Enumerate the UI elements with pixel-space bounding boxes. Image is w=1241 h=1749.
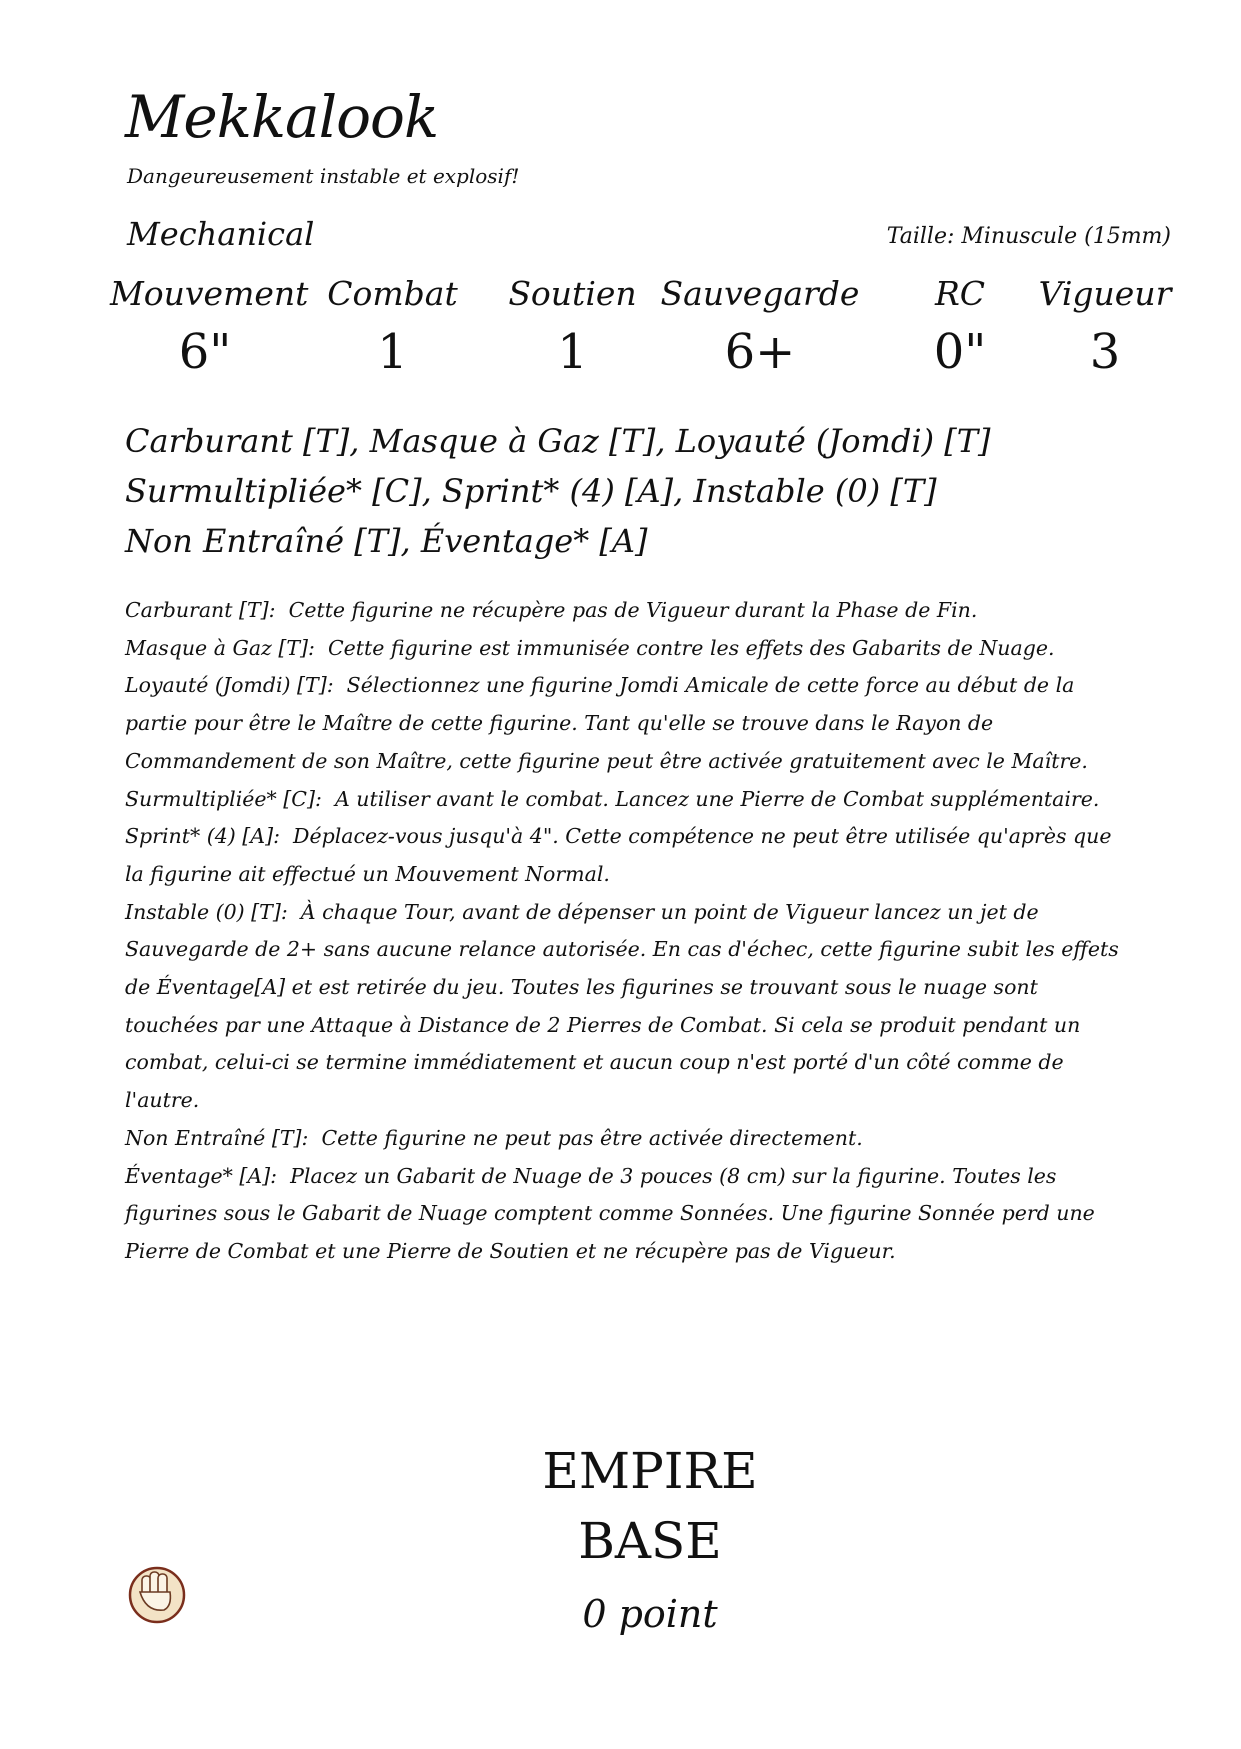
rule-text: Placez un Gabarit de Nuage de 3 pouces (8 cm) sur la figurine. Toutes les figurines sous le Gabarit de Nuage comptent comme Sonnées. Une figurine Sonnée perd une Pierre de Combat et une Pierre de Soutien et ne récupère pas de Vigueur. [125,1163,1095,1263]
rules-text [125,592,1135,1271]
rule-name: Loyauté (Jomdi) [T]: [125,673,334,698]
rule-name: Non Entraîné [T]: [125,1125,309,1150]
rule-entry [125,781,1135,819]
rule-text: Cette figurine est immunisée contre les effets des Gabarits de Nuage. [327,635,1055,660]
card-name: Mekkalook [125,83,439,151]
stat-value: 0" [933,324,987,380]
rule-name: Masque à Gaz [T]: [125,635,315,660]
stat-label: Vigueur [1038,274,1172,313]
stat-combat [305,274,480,380]
stat-label: Combat [327,274,458,313]
fist-token-icon [126,1562,188,1624]
ability-line: Carburant [T], Masque à Gaz [T], Loyauté (Jomdi) [T] [125,422,991,460]
rule-text: A utiliser avant le combat. Lancez une Pierre de Combat supplémentaire. [334,786,1100,811]
rule-text: Sélectionnez une figurine Jomdi Amicale de cette force au début de la partie pour être le Maître de cette figurine. Tant qu'elle se trouve dans le Rayon de Commandement de son Maître, cette figurine peut être activée gratuitement avec le Maître. [125,673,1088,773]
stat-vigueur [1020,274,1190,380]
stat-value: 1 [377,324,408,380]
rule-text: À chaque Tour, avant de dépenser un point de Vigueur lancez un jet de Sauvegarde de 2+ sans aucune relance autorisée. En cas d'échec, cette figurine subit les effets de Éventage[A] et est retirée du jeu. Toutes les figurines se trouvant sous le nuage sont touchées par une Attaque à Distance de 2 Pierres de Combat. Si cela se produit pendant un combat, celui-ci se termine immédiatement et aucun coup n'est porté d'un côté comme de l'autre. [125,899,1119,1113]
stat-value: 3 [1089,324,1121,380]
rule-name: Éventage* [A]: [125,1163,278,1188]
rule-name: Instable (0) [T]: [125,899,288,924]
rule-name: Carburant [T]: [125,598,276,622]
stat-sauvegarde [645,274,875,380]
ability-line: Non Entraîné [T], Éventage* [A] [125,522,648,560]
rule-text: Cette figurine ne récupère pas de Vigueur durant la Phase de Fin. [288,598,978,622]
model-type: Mechanical [127,215,315,253]
rule-entry [125,667,1135,780]
stat-mouvement [110,274,309,380]
rule-entry [125,1120,1135,1158]
rule-name: Surmultipliée* [C]: [125,786,322,811]
stat-soutien [485,274,660,380]
faction-list: BASE [578,1512,722,1570]
rule-text: Déplacez-vous jusqu'à 4". Cette compétence ne peut être utilisée qu'après que la figurine ait effectué un Mouvement Normal. [125,824,1112,886]
stat-label: Soutien [508,274,637,313]
rule-entry [125,630,1135,668]
stat-value: 6" [178,324,232,380]
points-cost: 0 point [582,1592,718,1636]
rule-entry [125,894,1135,1120]
card-tagline: Dangeureusement instable et explosif! [127,164,520,188]
rule-entry [125,1158,1135,1271]
ability-line: Surmultipliée* [C], Sprint* (4) [A], Instable (0) [T] [125,472,937,510]
stat-rc [900,274,1020,380]
model-size: Taille: Minuscule (15mm) [886,224,1171,249]
faction-block [490,1436,810,1576]
stat-label: Sauvegarde [660,274,860,313]
rule-entry [125,818,1135,893]
stat-label: Mouvement [110,274,309,313]
rule-text: Cette figurine ne peut pas être activée directement. [321,1125,863,1150]
rule-entry [125,592,1135,630]
ability-list [125,416,991,566]
stat-value: 6+ [724,324,796,380]
stat-label: RC [934,274,986,313]
stat-value: 1 [557,324,588,380]
faction-name: EMPIRE [542,1442,758,1500]
rule-name: Sprint* (4) [A]: [125,824,280,849]
